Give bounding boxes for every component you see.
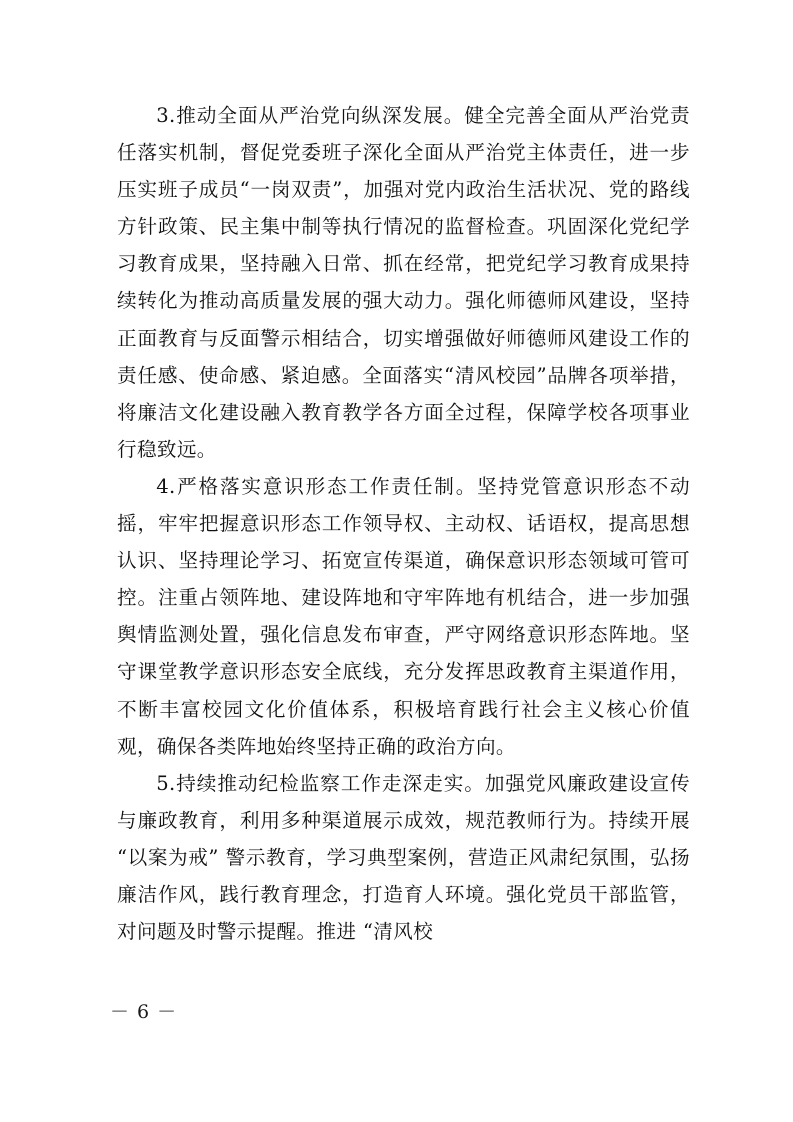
paragraph-3: 3.推动全面从严治党向纵深发展。健全完善全面从严治党责任落实机制，督促党委班子深化全面从严治党主体责任，进一步压实班子成员“一岗双责”，加强对党内政治生活状况、党的路线方针政策、民主集中制等执行情况的监督检查。巩固深化党纪学习教育成果，坚持融入日常、抓在经常，把党纪学习教育成果持续转化为推动高质量发展的强大动力。强化师德师风建设，坚持正面教育与反面警示相结合，切实增强做好师德师风建设工作的责任感、使命感、紧迫感。全面落实“清风校园”品牌各项举措，将廉洁文化建设融入教育教学各方面全过程，保障学校各项事业行稳致远。: [117, 104, 690, 461]
page-number: － 6 －: [110, 1001, 178, 1023]
paragraph-4: 4.严格落实意识形态工作责任制。坚持党管意识形态不动摇，牢牢把握意识形态工作领导权、主动权、话语权，提高思想认识、坚持理论学习、拓宽宣传渠道，确保意识形态领域可管可控。注重占领阵地、建设阵地和守牢阵地有机结合，进一步加强舆情监测处置，强化信息发布审查，严守网络意识形态阵地。坚守课堂教学意识形态安全底线，充分发挥思政教育主渠道作用，不断丰富校园文化价值体系，积极培育践行社会主义核心价值观，确保各类阵地始终坚持正确的政治方向。: [117, 474, 690, 758]
paragraph-5: 5.持续推动纪检监察工作走深走实。加强党风廉政建设宣传与廉政教育，利用多种渠道展示成效，规范教师行为。持续开展 “以案为戒” 警示教育，学习典型案例，营造正风肃纪氛围，弘扬廉洁作风，践行教育理念，打造育人环境。强化党员干部监管，对问题及时警示提醒。推进 “清风校: [117, 771, 690, 944]
body-text: [117, 97, 690, 950]
